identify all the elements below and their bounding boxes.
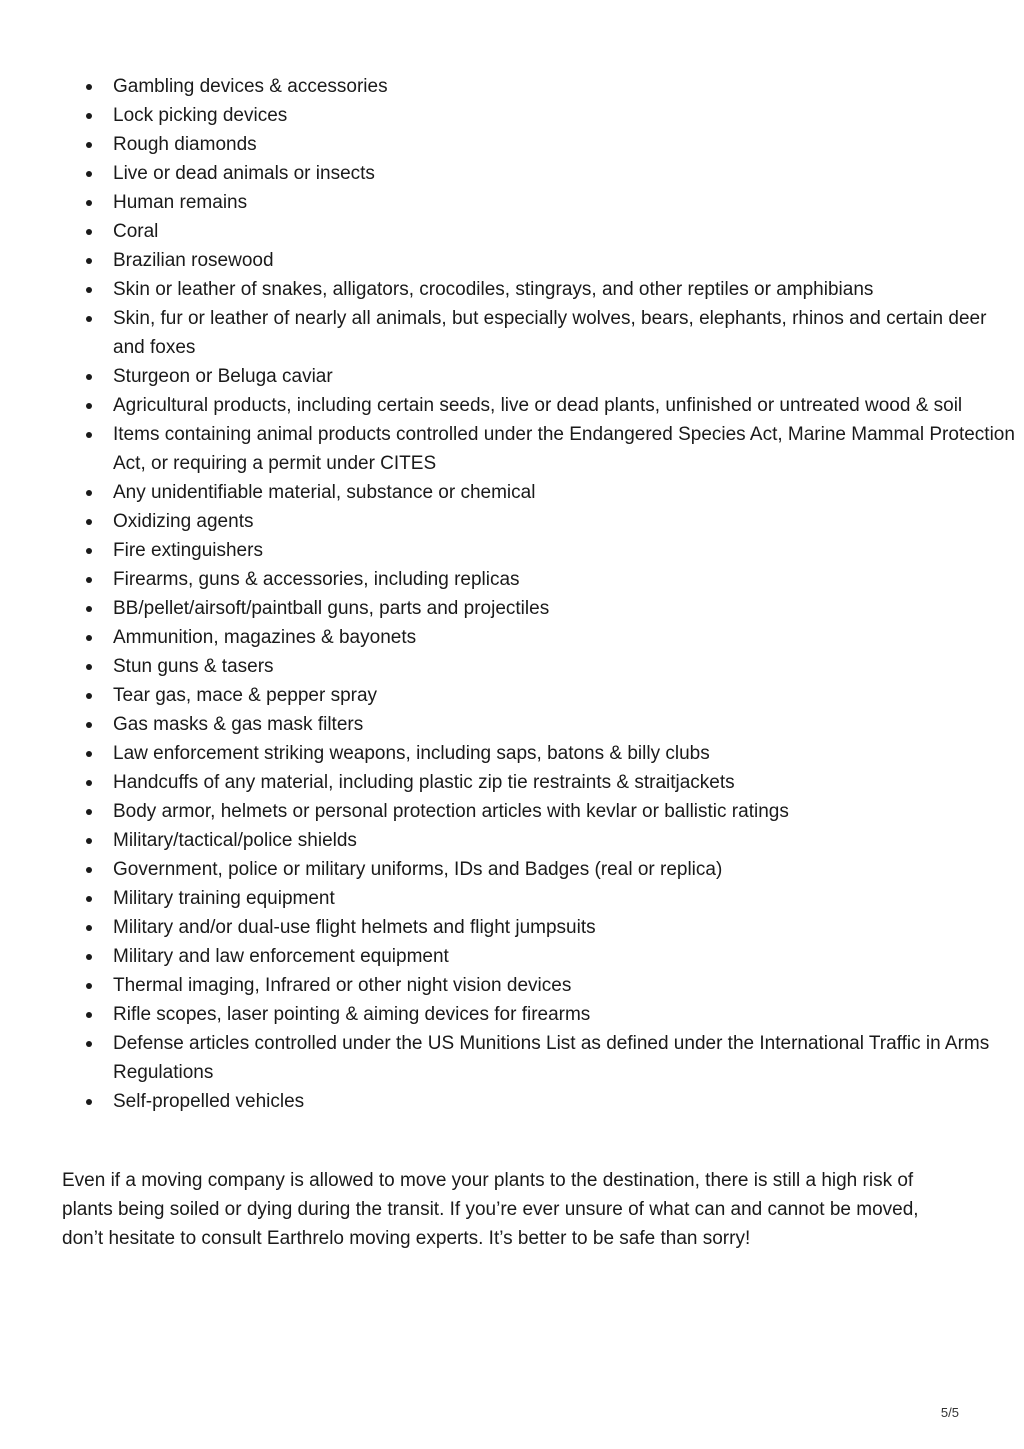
list-item: Handcuffs of any material, including plastic zip tie restraints & straitjackets [113,768,1023,797]
list-item: Firearms, guns & accessories, including replicas [113,565,1023,594]
list-item: Law enforcement striking weapons, including saps, batons & billy clubs [113,739,1023,768]
list-item: Brazilian rosewood [113,246,1023,275]
list-item: Stun guns & tasers [113,652,1023,681]
list-item: Skin, fur or leather of nearly all animals, but especially wolves, bears, elephants, rhinos and certain deer and foxes [113,304,1023,362]
list-item: Live or dead animals or insects [113,159,1023,188]
list-item: Body armor, helmets or personal protection articles with kevlar or ballistic ratings [113,797,1023,826]
list-item: Military and law enforcement equipment [113,942,1023,971]
list-item: Rough diamonds [113,130,1023,159]
list-item: Any unidentifiable material, substance or chemical [113,478,1023,507]
list-item: Defense articles controlled under the US Munitions List as defined under the International Traffic in Arms Regulations [113,1029,1023,1087]
list-item: Oxidizing agents [113,507,1023,536]
list-item: Skin or leather of snakes, alligators, crocodiles, stingrays, and other reptiles or amphibians [113,275,1023,304]
list-item: Fire extinguishers [113,536,1023,565]
list-item: Gambling devices & accessories [113,72,1023,101]
list-item: BB/pellet/airsoft/paintball guns, parts and projectiles [113,594,1023,623]
list-item: Agricultural products, including certain seeds, live or dead plants, unfinished or untreated wood & soil [113,391,1023,420]
page-number: 5/5 [940,1405,959,1420]
prohibited-items-list [62,72,1023,1116]
list-item: Lock picking devices [113,101,1023,130]
list-item: Items containing animal products controlled under the Endangered Species Act, Marine Mammal Protection Act, or requiring a permit under CITES [113,420,1023,478]
list-item: Military and/or dual-use flight helmets and flight jumpsuits [113,913,1023,942]
list-item: Self-propelled vehicles [113,1087,1023,1116]
list-item: Government, police or military uniforms, IDs and Badges (real or replica) [113,855,1023,884]
list-item: Ammunition, magazines & bayonets [113,623,1023,652]
closing-paragraph: Even if a moving company is allowed to move your plants to the destination, there is still a high risk of plants being soiled or dying during the transit. If you’re ever unsure of what can and cannot be moved, don’t hesitate to consult Earthrelo moving experts. It’s better to be safe than sorry! [62,1170,919,1249]
list-item: Human remains [113,188,1023,217]
list-item: Coral [113,217,1023,246]
list-item: Tear gas, mace & pepper spray [113,681,1023,710]
list-item: Gas masks & gas mask filters [113,710,1023,739]
list-item: Sturgeon or Beluga caviar [113,362,1023,391]
list-item: Thermal imaging, Infrared or other night vision devices [113,971,1023,1000]
list-item: Rifle scopes, laser pointing & aiming devices for firearms [113,1000,1023,1029]
list-item: Military training equipment [113,884,1023,913]
list-item: Military/tactical/police shields [113,826,1023,855]
